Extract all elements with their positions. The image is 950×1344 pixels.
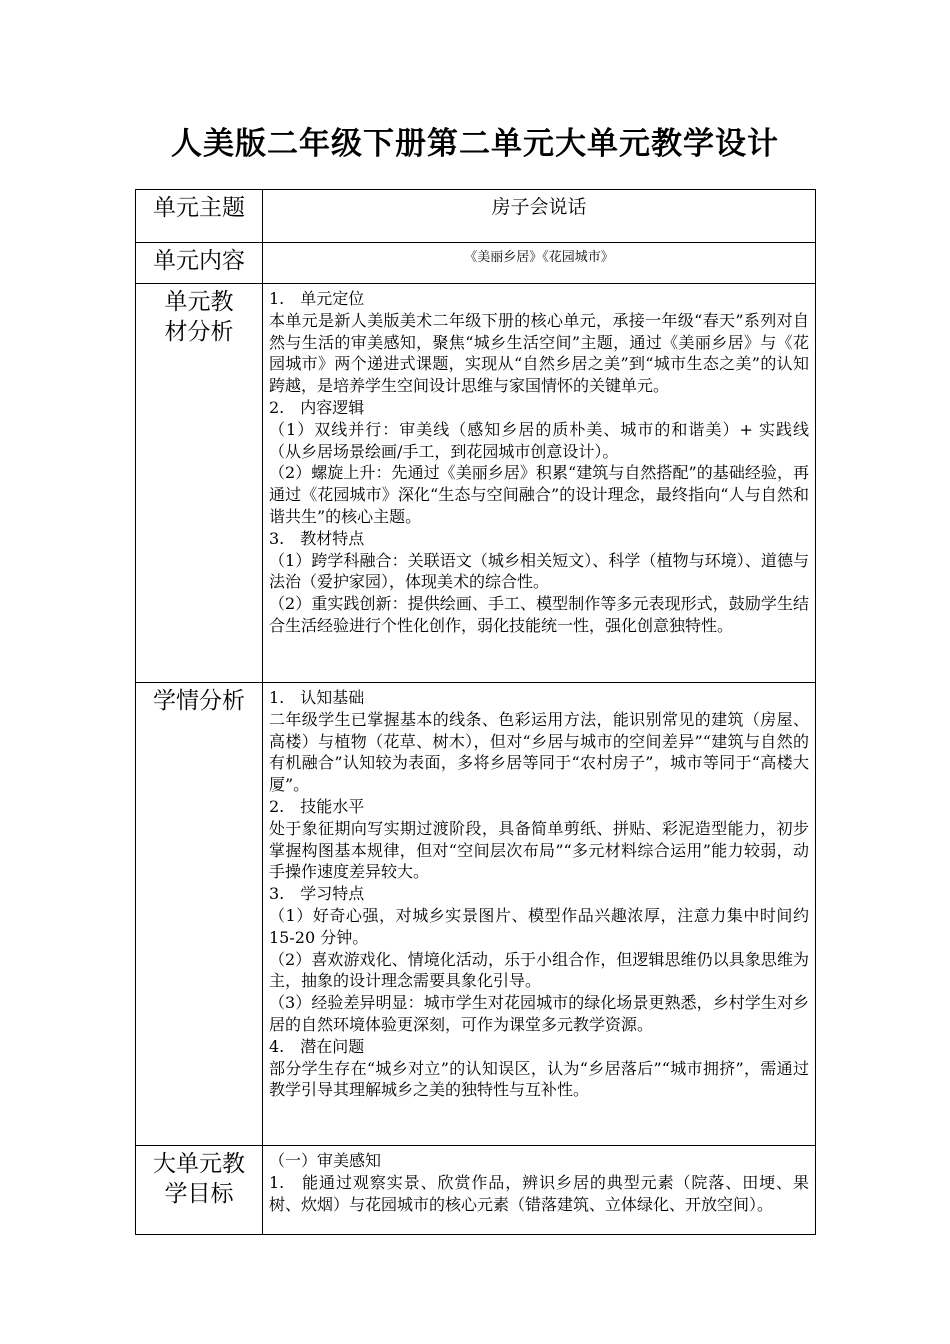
paragraph: 2. 技能水平: [269, 796, 365, 816]
paragraph: 1. 能通过观察实景、欣赏作品，辨识乡居的典型元素（院落、田埂、果树、炊烟）与花园城市的核心元素（错落建筑、立体绿化、开放空间）。: [269, 1172, 809, 1214]
paragraph: 1. 认知基础: [269, 688, 365, 707]
row-label: 学情分析: [136, 683, 263, 1146]
table-row-theme: [136, 190, 816, 243]
paragraph: （1）好奇心强，对城乡实景图片、模型作品兴趣浓厚，注意力集中时间约 15-20 分钟。: [269, 905, 809, 947]
unit-goals-content: [263, 1146, 816, 1235]
material-analysis-content: [263, 284, 816, 683]
paragraph: （1）跨学科融合：关联语文（城乡相关短文）、科学（植物与环境）、道德与法治（爱护家园），体现美术的综合性。: [269, 550, 809, 592]
unit-content-value: 《美丽乡居》《花园城市》: [263, 243, 816, 284]
row-label: 单元教材分析: [136, 284, 263, 683]
paragraph: （2）重实践创新：提供绘画、手工、模型制作等多元表现形式，鼓励学生结合生活经验进行个性化创作，弱化技能统一性，强化创意独特性。: [269, 594, 809, 635]
paragraph: 3. 学习特点: [269, 884, 365, 904]
paragraph: 处于象征期向写实期过渡阶段，具备简单剪纸、拼贴、彩泥造型能力，初步掌握构图基本规律，但对“空间层次布局”“多元材料综合运用”能力较弱，动手操作速度差异较大。: [269, 818, 809, 882]
paragraph: 4. 潜在问题: [269, 1036, 365, 1056]
table-row-material-analysis: [136, 284, 816, 683]
student-analysis-content: [263, 683, 816, 1146]
paragraph: 本单元是新人美版美术二年级下册的核心单元，承接一年级“春天”系列对自然与生活的审美感知，聚焦“城乡生活空间”主题，通过《美丽乡居》与《花园城市》两个递进式课题，实现从“自然乡居之美”到“城市生态之美”的认知跨越，是培养学生空间设计思维与家国情怀的关键单元。: [269, 310, 809, 396]
row-label: 单元主题: [136, 190, 263, 243]
paragraph: 1. 单元定位: [269, 289, 365, 308]
table-row-content: [136, 243, 816, 284]
paragraph: （3）经验差异明显：城市学生对花园城市的绿化场景更熟悉，乡村学生对乡居的自然环境体验更深刻，可作为课堂多元教学资源。: [269, 993, 809, 1034]
paragraph: 部分学生存在“城乡对立”的认知误区，认为“乡居落后”“城市拥挤”，需通过教学引导其理解城乡之美的独特性与互补性。: [269, 1058, 809, 1100]
table-row-student-analysis: [136, 683, 816, 1146]
paragraph: （2）喜欢游戏化、情境化活动，乐于小组合作，但逻辑思维仍以具象思维为主，抽象的设计理念需要具象化引导。: [269, 949, 809, 991]
design-table: [135, 189, 816, 1235]
unit-theme-value: 房子会说话: [263, 190, 816, 243]
row-label: 大单元教学目标: [136, 1146, 263, 1235]
paragraph: （2）螺旋上升：先通过《美丽乡居》积累“建筑与自然搭配”的基础经验，再通过《花园城市》深化“生态与空间融合”的设计理念，最终指向“人与自然和谐共生”的核心主题。: [269, 463, 809, 526]
paragraph: 2. 内容逻辑: [269, 397, 365, 417]
table-row-unit-goals: [136, 1146, 816, 1235]
row-label: 单元内容: [136, 243, 263, 284]
paragraph: 二年级学生已掌握基本的线条、色彩运用方法，能识别常见的建筑（房屋、高楼）与植物（花草、树木），但对“乡居与城市的空间差异”“建筑与自然的有机融合”认知较为表面，多将乡居等同于“农村房子”，城市等同于“高楼大厦”。: [269, 709, 809, 795]
paragraph: （1）双线并行：审美线（感知乡居的质朴美、城市的和谐美）+ 实践线（从乡居场景绘画/手工，到花园城市创意设计）。: [269, 419, 809, 461]
paragraph: 3. 教材特点: [269, 528, 365, 548]
paragraph: （一）审美感知: [269, 1151, 382, 1170]
page-title: 人美版二年级下册第二单元大单元教学设计: [171, 126, 779, 162]
